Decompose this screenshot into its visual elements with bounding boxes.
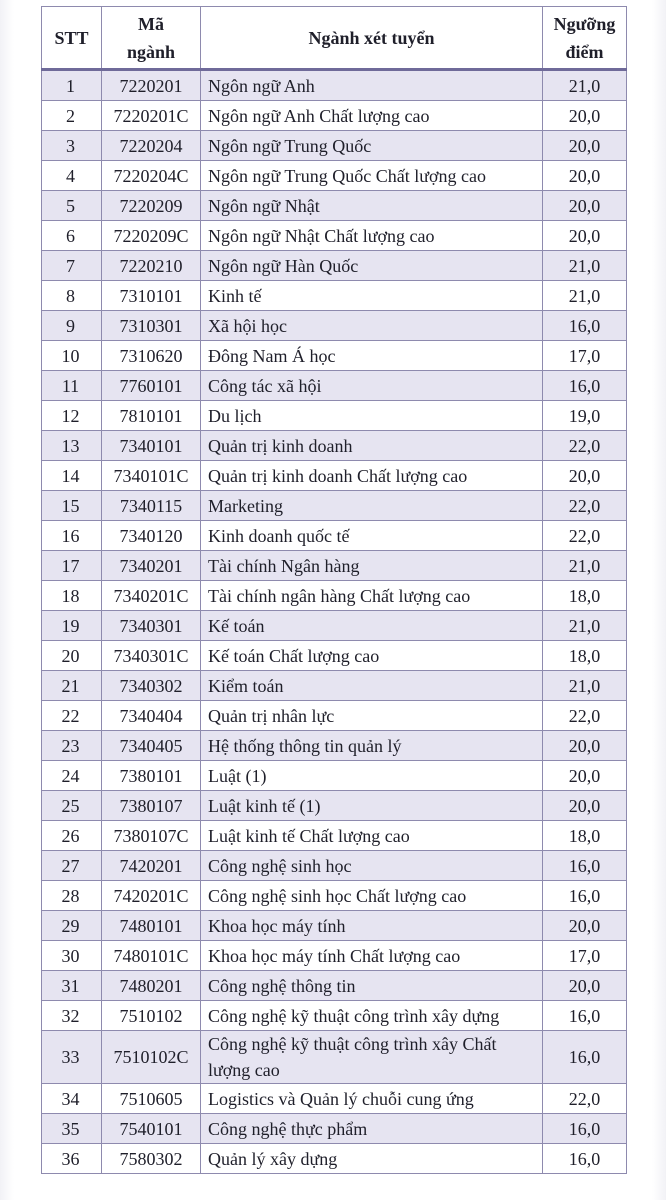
table-row [42,1114,627,1144]
row-stt: 15 [42,491,102,521]
row-major-name: Tài chính ngân hàng Chất lượng cao [201,581,543,611]
table-row [42,1001,627,1031]
row-stt: 4 [42,161,102,191]
row-threshold-score: 16,0 [543,1144,627,1174]
table-row [42,761,627,791]
table-row [42,161,627,191]
row-threshold-score: 21,0 [543,671,627,701]
row-major-code: 7340405 [102,731,201,761]
table-row [42,611,627,641]
row-stt: 16 [42,521,102,551]
row-major-code: 7540101 [102,1114,201,1144]
table-row [42,941,627,971]
row-major-name: Ngôn ngữ Trung Quốc [201,131,543,161]
row-major-code: 7420201C [102,881,201,911]
row-major-code: 7340301C [102,641,201,671]
table-row [42,971,627,1001]
row-threshold-score: 22,0 [543,521,627,551]
row-major-code: 7340115 [102,491,201,521]
row-major-code: 7310101 [102,281,201,311]
table-row [42,311,627,341]
row-threshold-score: 22,0 [543,701,627,731]
row-threshold-score: 20,0 [543,911,627,941]
table-row [42,401,627,431]
table-row [42,431,627,461]
row-major-name: Ngôn ngữ Anh [201,70,543,101]
row-stt: 35 [42,1114,102,1144]
row-stt: 26 [42,821,102,851]
header-score [543,7,627,70]
row-major-code: 7340404 [102,701,201,731]
row-threshold-score: 16,0 [543,371,627,401]
table-row [42,491,627,521]
row-major-code: 7220204 [102,131,201,161]
row-stt: 31 [42,971,102,1001]
row-stt: 30 [42,941,102,971]
row-stt: 6 [42,221,102,251]
header-stt [42,7,102,70]
row-major-name: Kinh tế [201,281,543,311]
row-major-name: Khoa học máy tính [201,911,543,941]
row-stt: 22 [42,701,102,731]
row-threshold-score: 20,0 [543,131,627,161]
header-score-line1: Ngưỡng [553,13,616,34]
row-major-code: 7580302 [102,1144,201,1174]
row-threshold-score: 17,0 [543,941,627,971]
row-major-code: 7220201 [102,70,201,101]
row-threshold-score: 20,0 [543,761,627,791]
row-major-name: Công nghệ sinh học Chất lượng cao [201,881,543,911]
row-major-code: 7510102 [102,1001,201,1031]
table-row [42,1031,627,1084]
header-code-line1: Mã [138,13,164,34]
row-major-name: Đông Nam Á học [201,341,543,371]
table-row [42,281,627,311]
row-major-code: 7220210 [102,251,201,281]
row-major-code: 7480201 [102,971,201,1001]
row-stt: 34 [42,1084,102,1114]
row-major-name: Ngôn ngữ Nhật [201,191,543,221]
table-row [42,251,627,281]
row-major-name: Luật kinh tế (1) [201,791,543,821]
row-major-code: 7220204C [102,161,201,191]
table-row [42,101,627,131]
row-threshold-score: 17,0 [543,341,627,371]
row-major-name: Logistics và Quản lý chuỗi cung ứng [201,1084,543,1114]
row-stt: 36 [42,1144,102,1174]
row-major-name: Quản lý xây dựng [201,1144,543,1174]
table-row [42,1144,627,1174]
table-row [42,371,627,401]
row-major-name: Kiểm toán [201,671,543,701]
row-major-name: Quản trị nhân lực [201,701,543,731]
row-threshold-score: 21,0 [543,611,627,641]
row-stt: 19 [42,611,102,641]
row-major-code: 7760101 [102,371,201,401]
table-row [42,191,627,221]
row-major-code: 7420201 [102,851,201,881]
row-major-name: Xã hội học [201,311,543,341]
row-stt: 10 [42,341,102,371]
table-row [42,461,627,491]
row-threshold-score: 20,0 [543,971,627,1001]
row-threshold-score: 22,0 [543,1084,627,1114]
row-threshold-score: 18,0 [543,641,627,671]
row-stt: 27 [42,851,102,881]
row-stt: 20 [42,641,102,671]
row-stt: 3 [42,131,102,161]
row-major-code: 7380107 [102,791,201,821]
row-major-name: Du lịch [201,401,543,431]
row-threshold-score: 21,0 [543,551,627,581]
row-major-name: Quản trị kinh doanh [201,431,543,461]
table-row [42,341,627,371]
row-major-code: 7510102C [102,1031,201,1084]
row-major-name: Công nghệ kỹ thuật công trình xây dựng [201,1001,543,1031]
table-row [42,701,627,731]
header-code [102,7,201,70]
header-code-line2: ngành [126,41,176,62]
table-row [42,821,627,851]
row-stt: 1 [42,70,102,101]
row-stt: 32 [42,1001,102,1031]
row-stt: 8 [42,281,102,311]
row-threshold-score: 21,0 [543,281,627,311]
row-major-code: 7220209C [102,221,201,251]
table-row [42,551,627,581]
row-major-code: 7380101 [102,761,201,791]
row-stt: 5 [42,191,102,221]
row-threshold-score: 16,0 [543,1001,627,1031]
row-stt: 7 [42,251,102,281]
table-row [42,131,627,161]
row-threshold-score: 19,0 [543,401,627,431]
row-major-code: 7310620 [102,341,201,371]
row-major-name: Luật (1) [201,761,543,791]
table-row [42,581,627,611]
row-stt: 29 [42,911,102,941]
row-major-code: 7380107C [102,821,201,851]
row-stt: 13 [42,431,102,461]
row-major-name: Kế toán Chất lượng cao [201,641,543,671]
row-major-code: 7340120 [102,521,201,551]
row-major-name: Kinh doanh quốc tế [201,521,543,551]
row-stt: 23 [42,731,102,761]
row-stt: 25 [42,791,102,821]
row-major-name: Quản trị kinh doanh Chất lượng cao [201,461,543,491]
row-threshold-score: 20,0 [543,731,627,761]
row-threshold-score: 21,0 [543,251,627,281]
header-name-label: Ngành xét tuyển [308,27,435,48]
row-stt: 2 [42,101,102,131]
table-row [42,881,627,911]
row-major-name: Khoa học máy tính Chất lượng cao [201,941,543,971]
row-stt: 21 [42,671,102,701]
row-stt: 24 [42,761,102,791]
table-row [42,70,627,101]
table-row [42,851,627,881]
row-major-name: Marketing [201,491,543,521]
row-threshold-score: 16,0 [543,881,627,911]
table-row [42,911,627,941]
row-stt: 11 [42,371,102,401]
row-major-code: 7480101C [102,941,201,971]
row-major-code: 7510605 [102,1084,201,1114]
row-threshold-score: 20,0 [543,101,627,131]
row-major-name: Ngôn ngữ Nhật Chất lượng cao [201,221,543,251]
row-threshold-score: 18,0 [543,581,627,611]
row-major-code: 7340302 [102,671,201,701]
table-row [42,1084,627,1114]
row-stt: 28 [42,881,102,911]
row-major-name: Công tác xã hội [201,371,543,401]
row-stt: 9 [42,311,102,341]
row-threshold-score: 16,0 [543,1031,627,1084]
row-major-name: Kế toán [201,611,543,641]
table-body [42,70,627,1174]
row-major-name: Công nghệ kỹ thuật công trình xây Chất lượng cao [201,1031,543,1084]
row-threshold-score: 21,0 [543,70,627,101]
table-row [42,221,627,251]
row-major-name: Luật kinh tế Chất lượng cao [201,821,543,851]
row-major-code: 7340201 [102,551,201,581]
header-score-line2: điểm [565,41,604,62]
row-threshold-score: 16,0 [543,311,627,341]
admission-threshold-table [41,6,627,1174]
row-major-name: Công nghệ sinh học [201,851,543,881]
row-threshold-score: 20,0 [543,461,627,491]
row-stt: 14 [42,461,102,491]
row-major-code: 7340301 [102,611,201,641]
row-threshold-score: 16,0 [543,1114,627,1144]
row-threshold-score: 20,0 [543,161,627,191]
row-major-name: Ngôn ngữ Anh Chất lượng cao [201,101,543,131]
table-header [42,7,627,70]
row-major-code: 7340101 [102,431,201,461]
row-threshold-score: 22,0 [543,491,627,521]
row-threshold-score: 16,0 [543,851,627,881]
row-stt: 33 [42,1031,102,1084]
row-major-name: Công nghệ thông tin [201,971,543,1001]
row-major-code: 7340101C [102,461,201,491]
row-major-code: 7220201C [102,101,201,131]
row-major-code: 7810101 [102,401,201,431]
row-major-code: 7310301 [102,311,201,341]
row-threshold-score: 20,0 [543,221,627,251]
row-major-code: 7480101 [102,911,201,941]
header-row [42,7,627,70]
row-major-code: 7220209 [102,191,201,221]
row-stt: 18 [42,581,102,611]
table-row [42,731,627,761]
header-name [201,7,543,70]
table-row [42,671,627,701]
table-row [42,641,627,671]
row-major-name: Ngôn ngữ Trung Quốc Chất lượng cao [201,161,543,191]
table-row [42,521,627,551]
row-major-code: 7340201C [102,581,201,611]
row-threshold-score: 18,0 [543,821,627,851]
row-threshold-score: 22,0 [543,431,627,461]
header-stt-label: STT [54,27,89,48]
row-stt: 17 [42,551,102,581]
row-major-name: Ngôn ngữ Hàn Quốc [201,251,543,281]
row-major-name: Tài chính Ngân hàng [201,551,543,581]
row-major-name: Công nghệ thực phẩm [201,1114,543,1144]
row-threshold-score: 20,0 [543,791,627,821]
row-stt: 12 [42,401,102,431]
row-threshold-score: 20,0 [543,191,627,221]
table-row [42,791,627,821]
row-major-name: Hệ thống thông tin quản lý [201,731,543,761]
